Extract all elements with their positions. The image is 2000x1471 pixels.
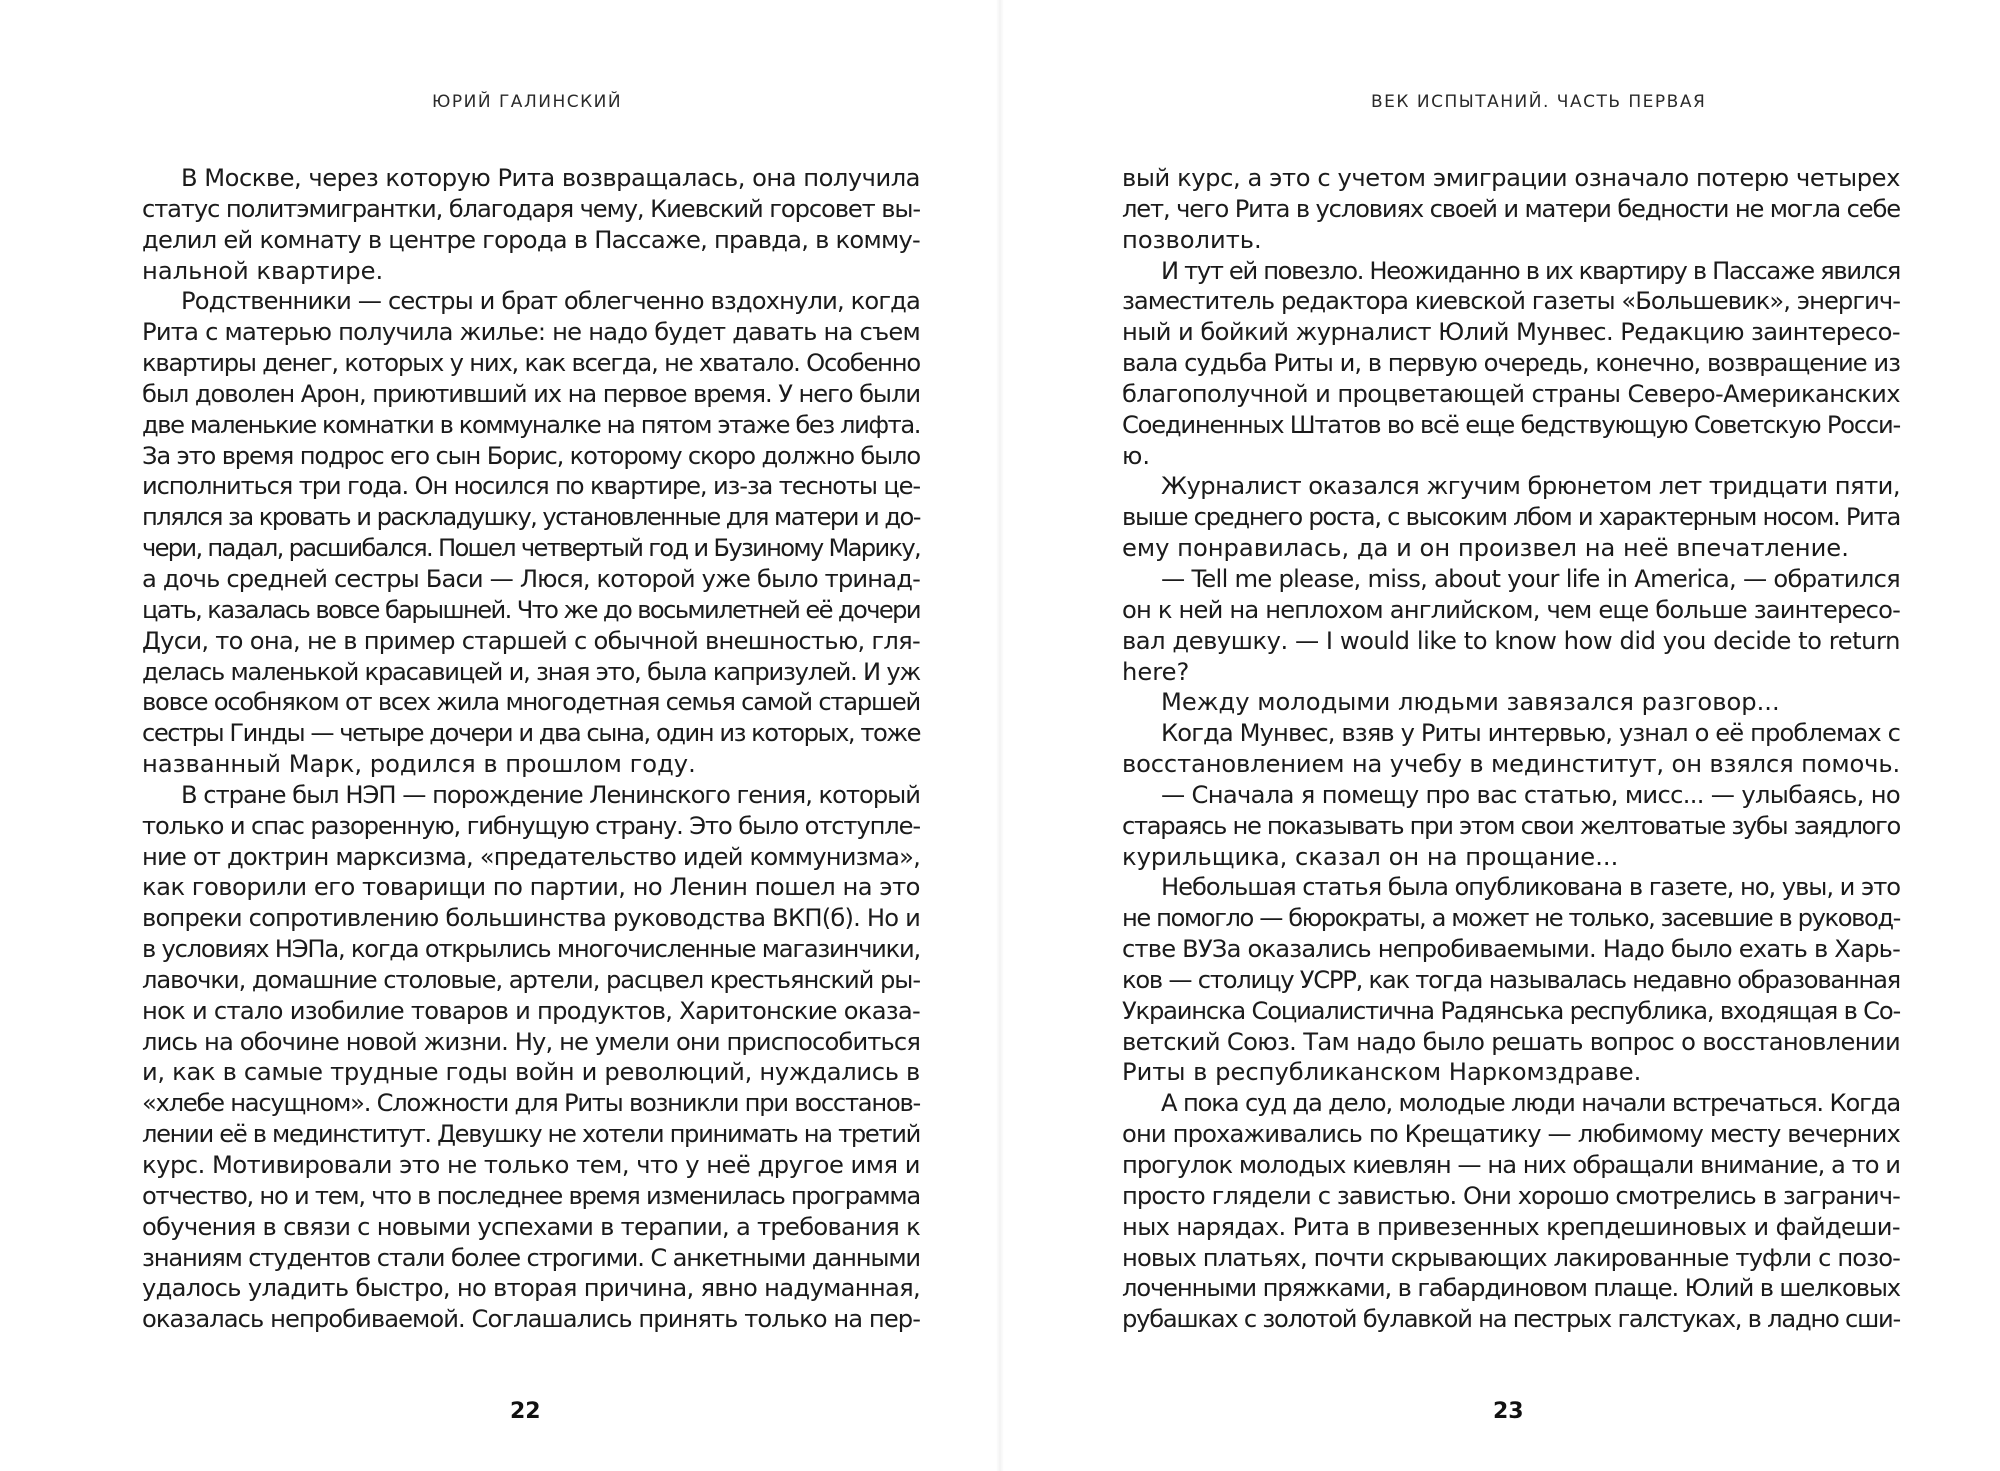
text-line: вала судьба Риты и, в первую очередь, конечно, возвращение из	[1122, 349, 1900, 378]
text-line: ю.	[1122, 441, 1151, 470]
text-line: «хлебе насущном». Сложности для Риты возникли при восстанов-	[142, 1089, 921, 1118]
text-line: ему понравилась, да и он произвел на неё впечатление.	[1122, 534, 1849, 563]
text-line: курильщика, сказал он на прощание...	[1122, 842, 1619, 871]
text-line: выше среднего роста, с высоким лбом и характерным носом. Рита	[1122, 503, 1900, 532]
text-line: прогулок молодых киевлян — на них обращали внимание, а то и	[1122, 1151, 1900, 1179]
text-line: Украинска Социалистична Радянська республика, входящая в Со-	[1122, 996, 1900, 1025]
text-line: ный и бойкий журналист Юлий Мунвес. Редакцию заинтересо-	[1122, 318, 1900, 347]
text-line: восстановлением на учебу в мединститут, он взялся помочь.	[1122, 750, 1900, 779]
right-page	[1000, 0, 2000, 1471]
text-line: вал девушку. — I would like to know how did you decide to return	[1122, 626, 1900, 655]
text-line: чери, падал, расшибался. Пошел четвертый год и Бузиному Марику,	[142, 534, 920, 563]
page-number: 23	[1493, 1399, 1524, 1424]
text-line: here?	[1122, 657, 1190, 686]
text-line: И тут ей повезло. Неожиданно в их квартиру в Пассаже явился	[1161, 256, 1900, 285]
text-line: две маленькие комнатки в коммуналке на пятом этаже без лифта.	[142, 410, 920, 439]
text-line: благополучной и процветающей страны Северо-Американских	[1122, 379, 1900, 408]
text-line: не помогло — бюрократы, а может не только, засевшие в руковод-	[1122, 904, 1900, 933]
text-line: курс. Мотивировали это не только тем, что у неё другое имя и	[142, 1151, 920, 1179]
text-line: лоченными пряжками, в габардиновом плаще. Юлий в шелковых	[1122, 1274, 1900, 1303]
text-line: стве ВУЗа оказались непробиваемыми. Надо было ехать в Харь-	[1122, 935, 1900, 964]
left-page-body	[142, 163, 920, 1335]
text-line: квартиры денег, которых у них, как всегда, не хватало. Особенно	[142, 349, 920, 378]
text-line: Соединенных Штатов во всё еще бедствующую Советскую Росси-	[1122, 410, 1900, 439]
text-line: Когда Мунвес, взяв у Риты интервью, узнал о её проблемах с	[1161, 719, 1900, 748]
text-line: обучения в связи с новыми успехами в терапии, а требования к	[142, 1212, 920, 1241]
text-line: вый курс, а это с учетом эмиграции означало потерю четырех	[1122, 164, 1900, 192]
text-line: Риты в республиканском Наркомздраве.	[1122, 1058, 1642, 1087]
text-line: делась маленькой красавицей и, зная это, была капризулей. И уж	[142, 657, 920, 686]
text-line: оказалась непробиваемой. Соглашались принять только на пер-	[142, 1305, 920, 1334]
text-line: и, как в самые трудные годы войн и революций, нуждались в	[142, 1058, 920, 1087]
text-line: вовсе особняком от всех жила многодетная семья самой старшей	[142, 688, 920, 717]
page-number: 22	[510, 1399, 541, 1424]
text-line: стараясь не показывать при этом свои желтоватые зубы заядлого	[1122, 811, 1900, 840]
text-line: За это время подрос его сын Борис, которому скоро должно было	[142, 441, 920, 470]
text-line: заместитель редактора киевской газеты «Большевик», энергич-	[1122, 287, 1900, 316]
text-line: новых платьях, почти скрывающих лакированные туфли с позо-	[1122, 1243, 1901, 1272]
running-head-title: ВЕК ИСПЫТАНИЙ. ЧАСТЬ ПЕРВАЯ	[1371, 92, 1707, 112]
text-line: — Tell me please, miss, about your life in America, — обратился	[1161, 564, 1900, 593]
text-line: лении её в мединститут. Девушку не хотели принимать на третий	[142, 1120, 920, 1149]
text-line: Журналист оказался жгучим брюнетом лет тридцати пяти,	[1161, 472, 1900, 501]
text-line: В Москве, через которую Рита возвращалась, она получила	[181, 164, 920, 192]
text-line: лавочки, домашние столовые, артели, расцвел крестьянский ры-	[142, 965, 920, 994]
text-line: знаниям студентов стали более строгими. С анкетными данными	[142, 1243, 920, 1272]
text-line: рубашках с золотой булавкой на пестрых галстуках, в ладно сши-	[1122, 1305, 1900, 1334]
text-line: Рита с матерью получила жилье: не надо будет давать на съем	[142, 318, 920, 347]
text-line: удалось уладить быстро, но вторая причина, явно надуманная,	[142, 1274, 920, 1303]
text-line: позволить.	[1122, 225, 1262, 254]
text-line: был доволен Арон, приютивший их на первое время. У него были	[142, 379, 920, 408]
text-line: делил ей комнату в центре города в Пассаже, правда, в комму-	[142, 225, 920, 254]
text-line: лет, чего Рита в условиях своей и матери бедности не могла себе	[1122, 194, 1900, 223]
text-line: В стране был НЭП — порождение Ленинского гения, который	[181, 780, 920, 809]
text-line: просто глядели с завистью. Они хорошо смотрелись в загранич-	[1122, 1181, 1900, 1210]
text-line: Родственники — сестры и брат облегченно вздохнули, когда	[181, 287, 920, 316]
text-line: ков — столицу УСРР, как тогда называлась недавно образованная	[1122, 965, 1900, 994]
text-line: только и спас разоренную, гибнущую страну. Это было отступле-	[142, 811, 920, 840]
text-line: лись на обочине новой жизни. Ну, не умели они приспособиться	[142, 1027, 920, 1056]
text-line: нок и стало изобилие товаров и продуктов, Харитонские оказа-	[142, 996, 920, 1025]
text-line: Дуси, то она, не в пример старшей с обычной внешностью, гля-	[142, 626, 920, 655]
text-line: сестры Гинды — четыре дочери и два сына, один из которых, тоже	[142, 719, 920, 748]
text-line: ние от доктрин марксизма, «предательство идей коммунизма»,	[142, 842, 920, 871]
text-line: ветский Союз. Там надо было решать вопрос о восстановлении	[1122, 1027, 1900, 1056]
text-line: Небольшая статья была опубликована в газете, но, увы, и это	[1161, 873, 1900, 902]
text-line: плялся за кровать и раскладушку, установленные для матери и до-	[142, 503, 920, 532]
text-line: названный Марк, родился в прошлом году.	[142, 750, 696, 779]
text-line: они прохаживались по Крещатику — любимому месту вечерних	[1122, 1120, 1900, 1149]
text-line: — Сначала я помещу про вас статью, мисс... — улыбаясь, но	[1161, 780, 1900, 809]
text-line: вопреки сопротивлению большинства руководства ВКП(б). Но и	[142, 904, 920, 933]
text-line: А пока суд да дело, молодые люди начали встречаться. Когда	[1161, 1089, 1900, 1118]
text-line: цать, казалась вовсе барышней. Что же до восьмилетней её дочери	[142, 595, 920, 624]
text-line: он к ней на неплохом английском, чем еще больше заинтересо-	[1122, 595, 1900, 624]
text-line: ных нарядах. Рита в привезенных крепдешиновых и файдеши-	[1122, 1212, 1900, 1241]
text-line: отчество, но и тем, что в последнее время изменилась программа	[142, 1181, 920, 1210]
text-line: исполниться три года. Он носился по квартире, из-за тесноты це-	[142, 472, 920, 501]
text-line: а дочь средней сестры Баси — Люся, которой уже было тринад-	[142, 564, 920, 593]
text-line: как говорили его товарищи по партии, но Ленин пошел на это	[142, 873, 920, 902]
right-page-body	[1122, 163, 1900, 1335]
text-line: в условиях НЭПа, когда открылись многочисленные магазинчики,	[142, 935, 920, 964]
text-line: статус политэмигрантки, благодаря чему, Киевский горсовет вы-	[142, 194, 920, 223]
running-head-author: ЮРИЙ ГАЛИНСКИЙ	[432, 92, 623, 112]
text-line: нальной квартире.	[142, 256, 384, 285]
text-line: Между молодыми людьми завязался разговор...	[1161, 688, 1780, 717]
